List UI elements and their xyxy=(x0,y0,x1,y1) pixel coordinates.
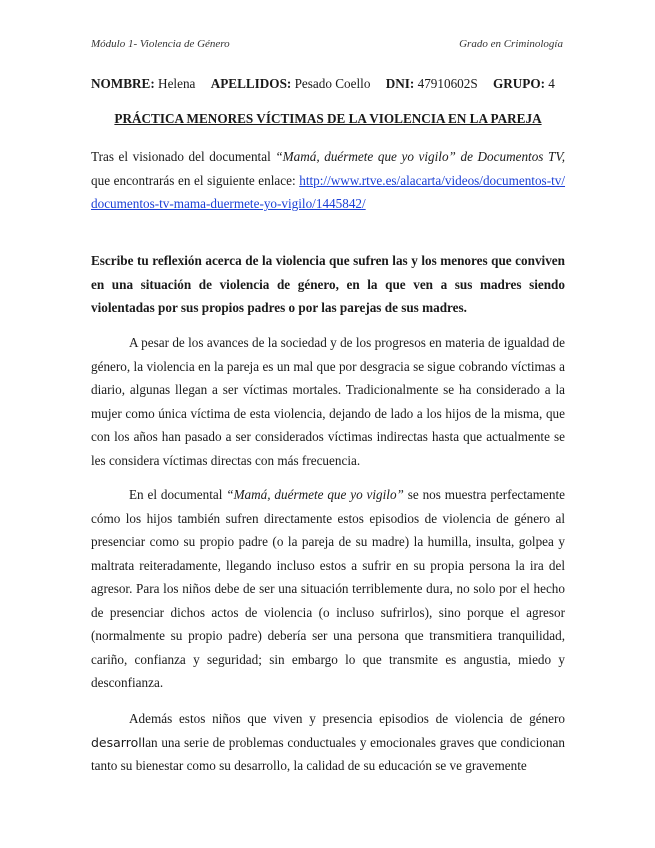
paragraph-3 xyxy=(91,707,565,778)
grupo-value: 4 xyxy=(548,76,555,91)
paragraph-1: A pesar de los avances de la sociedad y de los progresos en materia de igualdad de género, la violencia en la pareja es un mal que por desgracia se sigue cobrando víctimas a diario, algunas llegan a ser víctimas mortales. Tradicionalmente se ha considerado a la mujer como única víctima de esta violencia, dejando de lado a los hijos de la misma, que con los años han pasado a ser considerados víctimas indirectas hasta que actualmente se les considera víctimas directas con más frecuencia. xyxy=(91,335,565,468)
intro-text-before: Tras el visionado del documental xyxy=(91,149,276,164)
student-info xyxy=(91,76,571,92)
assignment-question: Escribe tu reflexión acerca de la violencia que sufren las y los menores que conviven en una situación de violencia de género, en la que ven a sus madres siendo violentadas por sus propios padres o por las parejas de sus madres. xyxy=(91,253,565,315)
dni-value: 47910602S xyxy=(417,76,478,91)
p2-documentary-title: “Mamá, duérmete que yo vigilo” xyxy=(226,487,404,502)
p3-text-before: Además estos niños que viven y presencia episodios de violencia de género xyxy=(129,711,565,726)
intro-paragraph xyxy=(91,145,565,216)
p2-text-before: En el documental xyxy=(129,487,227,502)
nombre-value: Helena xyxy=(158,76,196,91)
page-title: PRÁCTICA MENORES VÍCTIMAS DE LA VIOLENCIA EN LA PAREJA xyxy=(114,111,542,126)
apellidos-value: Pesado Coello xyxy=(294,76,371,91)
paragraph-2 xyxy=(91,483,565,695)
grupo-label: GRUPO: xyxy=(492,76,545,91)
p3-text-after: an una serie de problemas conductuales y emocionales graves que condicionan tanto su bienestar como su desarrollo, la calidad de su educación se ve gravemente xyxy=(91,734,565,773)
documentary-title: “Mamá, duérmete que yo vigilo” de Documentos TV, xyxy=(275,149,565,164)
apellidos-label: APELLIDOS: xyxy=(210,76,292,91)
dni-label: DNI: xyxy=(385,76,415,91)
p2-text-after: se nos muestra perfectamente cómo los hijos también sufren directamente estos episodios de violencia de género al presenciar como su propio padre (o la pareja de su madre) la humilla, insulta, golpea y maltrata reiteradamente, llegando incluso estos a sufrir en su propia persona la ira del agresor. Para los niños debe de ser una situación terriblemente dura, no solo por el hecho de presenciar dichos actos de violencia (o incluso sufrirlos), sino porque el agresor (normalmente su propio padre) debería ser una persona que transmitiera tranquilidad, cariño, confianza y seguridad; sin embargo lo que transmite es angustia, miedo y desconfianza. xyxy=(91,487,566,690)
header-degree: Grado en Criminología xyxy=(459,38,563,50)
nombre-label: NOMBRE: xyxy=(91,76,155,91)
documentary-link[interactable]: http://www.rtve.es/alacarta/videos/documentos-tv/documentos-tv-mama-duermete-yo-vigilo/1445842/ xyxy=(91,172,566,211)
p3-odd-font-word: desarroll xyxy=(91,734,146,750)
intro-text-after: que encontrarás en el siguiente enlace: xyxy=(91,172,296,188)
header-module: Módulo 1- Violencia de Género xyxy=(91,38,230,50)
